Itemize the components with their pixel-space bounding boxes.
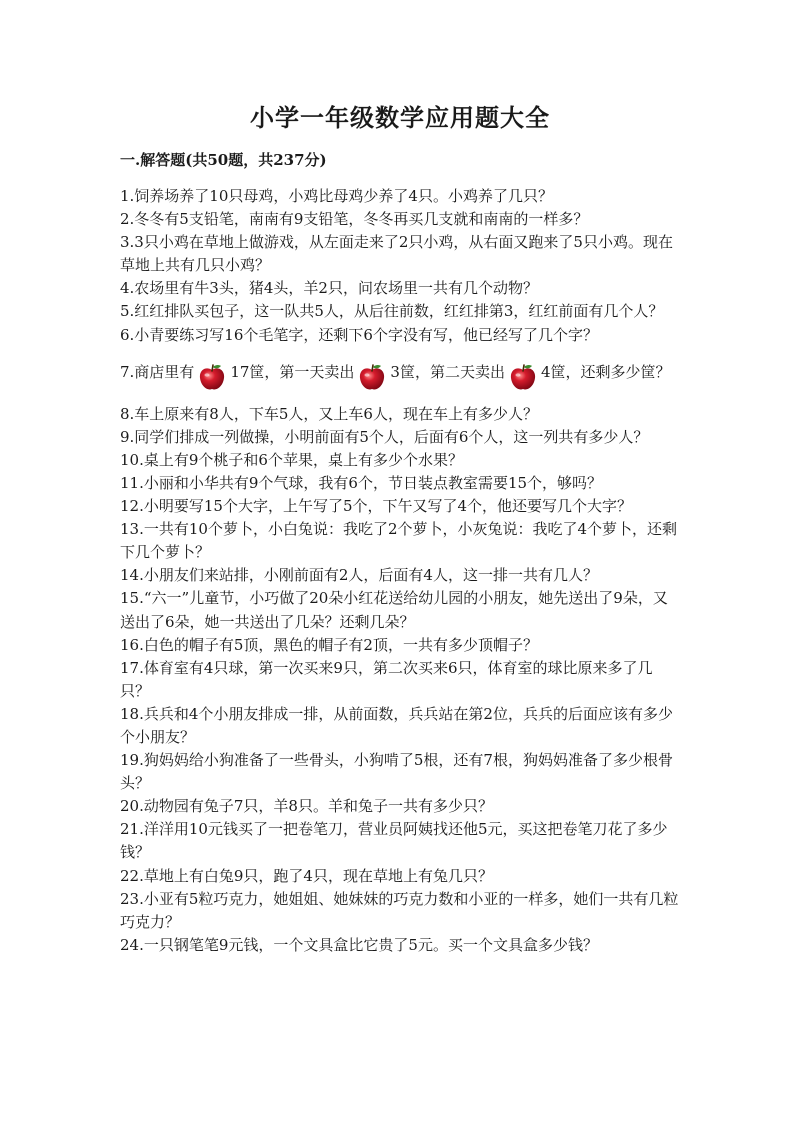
question-7-part1: 7.商店里有 (120, 362, 195, 381)
question-7 (120, 353, 680, 393)
question-11: 11.小丽和小华共有9个气球，我有6个，节日装点教室需要15个，够吗？ (120, 473, 603, 492)
question-list (120, 185, 680, 957)
question-7-part3: 3筐，第二天卖出 (390, 362, 505, 381)
question-18: 18.兵兵和4个小朋友排成一排，从前面数，兵兵站在第2位，兵兵的后面应该有多少个小朋友？ (120, 704, 673, 746)
question-22: 22.草地上有白兔9只，跑了4只，现在草地上有兔几只？ (120, 866, 493, 885)
question-14: 14.小朋友们来站排，小刚前面有2人，后面有4人，这一排一共有几人？ (120, 566, 598, 585)
question-2: 2.冬冬有5支铅笔，南南有9支铅笔，冬冬再买几支就和南南的一样多？ (120, 210, 589, 229)
question-3: 3.3只小鸡在草地上做游戏，从左面走来了2只小鸡，从右面又跑来了5只小鸡。现在草地上共有几只小鸡？ (120, 233, 673, 275)
question-21: 21.洋洋用10元钱买了一把卷笔刀，营业员阿姨找还他5元，买这把卷笔刀花了多少钱？ (120, 820, 668, 862)
question-5: 5.红红排队买包子，这一队共5人，从后往前数，红红排第3，红红前面有几个人？ (120, 302, 664, 321)
question-17: 17.体育室有4只球，第一次买来9只，第二次买来6只，体育室的球比原来多了几只？ (120, 658, 653, 700)
question-24: 24.一只钢笔笔9元钱，一个文具盒比它贵了5元。买一个文具盒多少钱？ (120, 935, 598, 954)
question-1: 1.饲养场养了10只母鸡，小鸡比母鸡少养了4只。小鸡养了几只？ (120, 187, 553, 205)
question-9: 9.同学们排成一列做操，小明前面有5个人，后面有6个人，这一列共有多少人？ (120, 427, 649, 446)
question-20: 20.动物园有兔子7只，羊8只。羊和兔子一共有多少只？ (120, 797, 493, 816)
section-heading: 一.解答题(共50题，共237分) (120, 151, 327, 169)
question-16: 16.白色的帽子有5顶，黑色的帽子有2顶，一共有多少顶帽子？ (120, 635, 538, 654)
question-12: 12.小明要写15个大字，上午写了5个，下午又写了4个，他还要写几个大字？ (120, 497, 633, 516)
question-10: 10.桌上有9个桃子和6个苹果，桌上有多少个水果？ (120, 450, 463, 469)
apple-icon (356, 361, 388, 393)
question-15: 15.“六一”儿童节，小巧做了20朵小红花送给幼儿园的小朋友，她先送出了9朵，又送出了6朵，她一共送出了几朵？还剩几朵？ (120, 589, 668, 631)
question-13: 13.一共有10个萝卜，小白兔说：我吃了2个萝卜，小灰兔说：我吃了4个萝卜，还剩下几个萝卜？ (120, 520, 678, 562)
question-23: 23.小亚有5粒巧克力，她姐姐、她妹妹的巧克力数和小亚的一样多，她们一共有几粒巧克力？ (120, 889, 679, 931)
question-4: 4.农场里有牛3头，猪4头，羊2只，问农场里一共有几个动物？ (120, 279, 538, 298)
question-6: 6.小青要练习写16个毛笔字，还剩下6个字没有写，他已经写了几个字？ (120, 325, 598, 344)
question-7-part4: 4筐，还剩多少筐？ (540, 362, 671, 381)
question-19: 19.狗妈妈给小狗准备了一些骨头，小狗啃了5根，还有7根，狗妈妈准备了多少根骨头？ (120, 751, 673, 793)
apple-icon (507, 361, 539, 393)
question-7-part2: 17筐，第一天卖出 (230, 362, 355, 381)
page-title: 小学一年级数学应用题大全 (250, 103, 550, 132)
apple-icon (196, 361, 228, 393)
question-8: 8.车上原来有8人，下车5人，又上车6人，现在车上有多少人？ (120, 404, 538, 423)
